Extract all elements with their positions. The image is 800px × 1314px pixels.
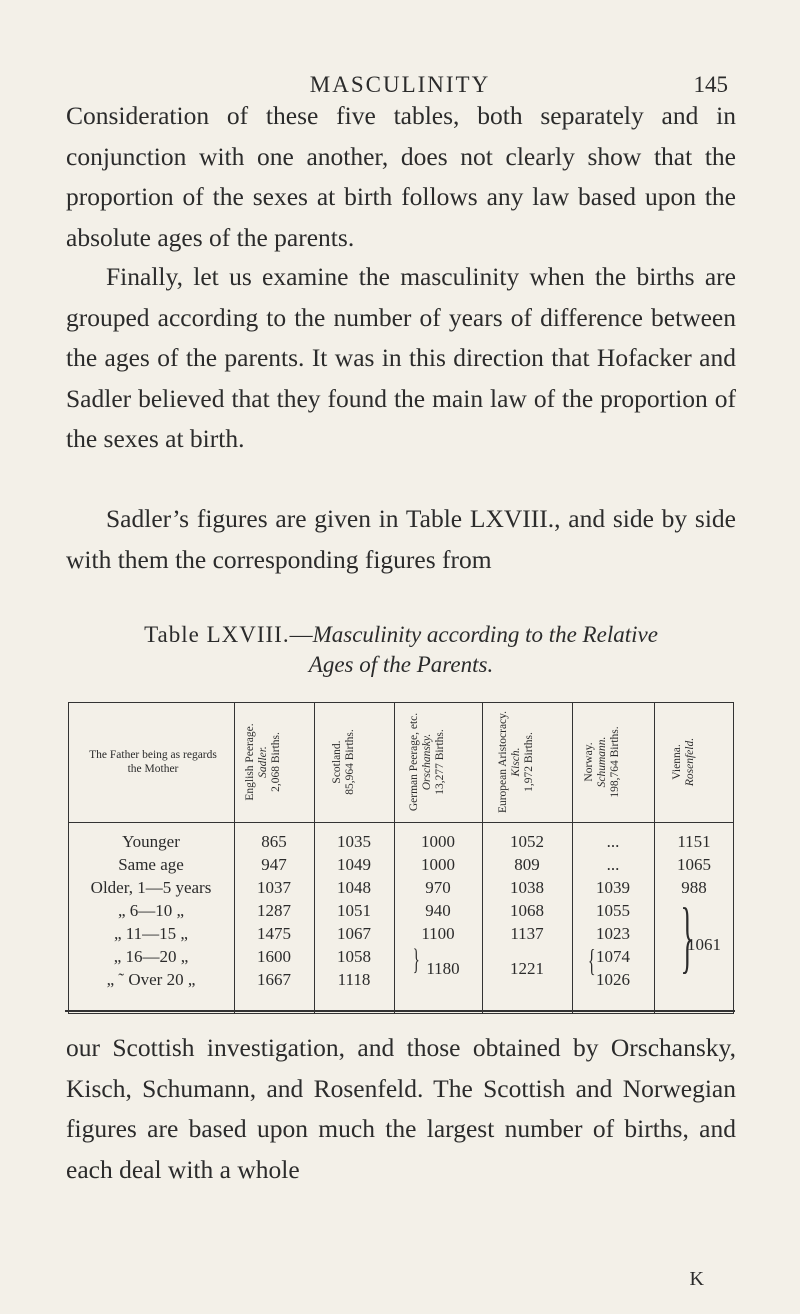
- col-author: Schumann.: [596, 736, 608, 788]
- row-label: Younger: [122, 832, 180, 851]
- col-author: Sadler.: [257, 746, 269, 778]
- col-header-european: [497, 704, 557, 820]
- table-cell: 1052: [510, 832, 544, 851]
- page-number: 145: [693, 72, 728, 97]
- merged-cell: 1061: [687, 935, 721, 954]
- table-cell: 1055: [596, 901, 630, 920]
- table-cell: 1039: [596, 878, 630, 897]
- col-header-norway: [583, 704, 643, 820]
- col-births: 1,972 Births.: [523, 732, 535, 792]
- table-cell: 1035: [337, 832, 371, 851]
- table-cell: 1048: [337, 878, 371, 897]
- table-cell: 1667: [257, 970, 291, 989]
- row-label: „ 6—10 „: [117, 901, 185, 920]
- merged-cell: 1221: [510, 959, 544, 978]
- caption-text-2: Ages of the Parents.: [308, 652, 494, 677]
- table-cell: 1023: [596, 924, 630, 943]
- col-header-scotland: [331, 704, 377, 820]
- table-caption: [66, 620, 736, 680]
- table-cell: 947: [261, 855, 287, 874]
- paragraph-1: Consideration of these five tables, both separately and in conjunction with one another, does not clearly show that the proportion of the sexes at birth follows any law based upon the absolute ages of the parents.: [66, 101, 736, 252]
- paragraph-2: Finally, let us examine the masculinity when the births are grouped according to the number of years of difference between the ages of the parents. It was in this direction that Hofacker and Sadler believed that they found the main law of the proportion of the sexes at birth.: [66, 262, 736, 453]
- col-births: 198,764 Births.: [609, 726, 621, 798]
- col-header-english: [244, 704, 304, 820]
- col-header-vienna: [671, 704, 717, 820]
- table-cell: 1000: [421, 855, 455, 874]
- table-cell: 1067: [337, 924, 371, 943]
- caption-text-1: Masculinity according to the Relative: [312, 622, 658, 647]
- table-cell: ...: [606, 855, 620, 874]
- signature-mark: K: [689, 1268, 704, 1290]
- merged-cell: 1180: [426, 959, 460, 978]
- col-author: Kisch.: [510, 747, 522, 777]
- table-cell: 1151: [677, 832, 711, 851]
- brace-icon: }: [412, 943, 420, 976]
- col-author: Rosenfeld.: [684, 737, 696, 787]
- col-name: Scotland.: [331, 740, 343, 784]
- table-cell: 1038: [510, 878, 544, 897]
- table-cell: 1000: [421, 832, 455, 851]
- paragraph-3: Sadler’s figures are given in Table LXVIII., and side by side with them the corresponding figures from: [66, 504, 736, 574]
- table-cell: 970: [425, 878, 451, 897]
- table-cell: 1074: [596, 947, 630, 966]
- masculinity-table: [68, 702, 734, 1014]
- table-cell: 940: [425, 901, 451, 920]
- table-cell: 1049: [337, 855, 371, 874]
- table-cell: 1026: [596, 970, 630, 989]
- table-cell: 1051: [337, 901, 371, 920]
- brace-icon: {: [587, 942, 596, 978]
- table-bottom-rule: [65, 1010, 735, 1012]
- running-title: MASCULINITY: [309, 72, 491, 97]
- col-name: Vienna.: [671, 744, 683, 780]
- table-cell: 1068: [510, 901, 544, 920]
- table-cell: 1137: [510, 924, 544, 943]
- table-cell: 988: [681, 878, 707, 897]
- col-name: German Peerage, etc.: [408, 712, 420, 812]
- paragraph-4: our Scottish investigation, and those obtained by Orschansky, Kisch, Schumann, and Rosenfeld. The Scottish and Norwegian figures are based upon much the largest number of births, and each deal with a whole: [66, 1033, 736, 1184]
- col-name: Norway.: [583, 742, 595, 782]
- table-cell: 809: [514, 855, 540, 874]
- brace-icon: }: [680, 893, 694, 981]
- col-name: English Peerage.: [244, 723, 256, 801]
- table-cell: 1058: [337, 947, 371, 966]
- table-label: Table LXVIII.: [144, 622, 290, 647]
- table-cell: 1600: [257, 947, 291, 966]
- col-header-german: [408, 704, 468, 820]
- row-label: Older, 1—5 years: [90, 878, 212, 897]
- row-header: The Father being as regards the Mother: [89, 749, 217, 775]
- caption-dash: —: [289, 622, 313, 647]
- row-label: „ 11—15 „: [114, 924, 188, 943]
- header-rule: [68, 822, 734, 823]
- table-cell: 1118: [337, 970, 371, 989]
- col-births: 2,068 Births.: [270, 732, 282, 792]
- col-name: European Aristocracy.: [497, 710, 509, 814]
- table-cell: 1065: [677, 855, 711, 874]
- table-cell: 865: [261, 832, 287, 851]
- table-cell: 1475: [257, 924, 291, 943]
- table-cell: 1037: [257, 878, 291, 897]
- row-label: „ 16—20 „: [113, 947, 189, 966]
- row-label: „ ˜ Over 20 „: [106, 970, 196, 989]
- col-author: Orschansky.: [421, 733, 433, 791]
- table-cell: ...: [606, 832, 620, 851]
- col-births: 13,277 Births.: [434, 729, 446, 795]
- col-births: 85,964 Births.: [344, 729, 356, 795]
- table-cell: 1100: [421, 924, 455, 943]
- row-label: Same age: [118, 855, 184, 874]
- table-cell: 1287: [257, 901, 291, 920]
